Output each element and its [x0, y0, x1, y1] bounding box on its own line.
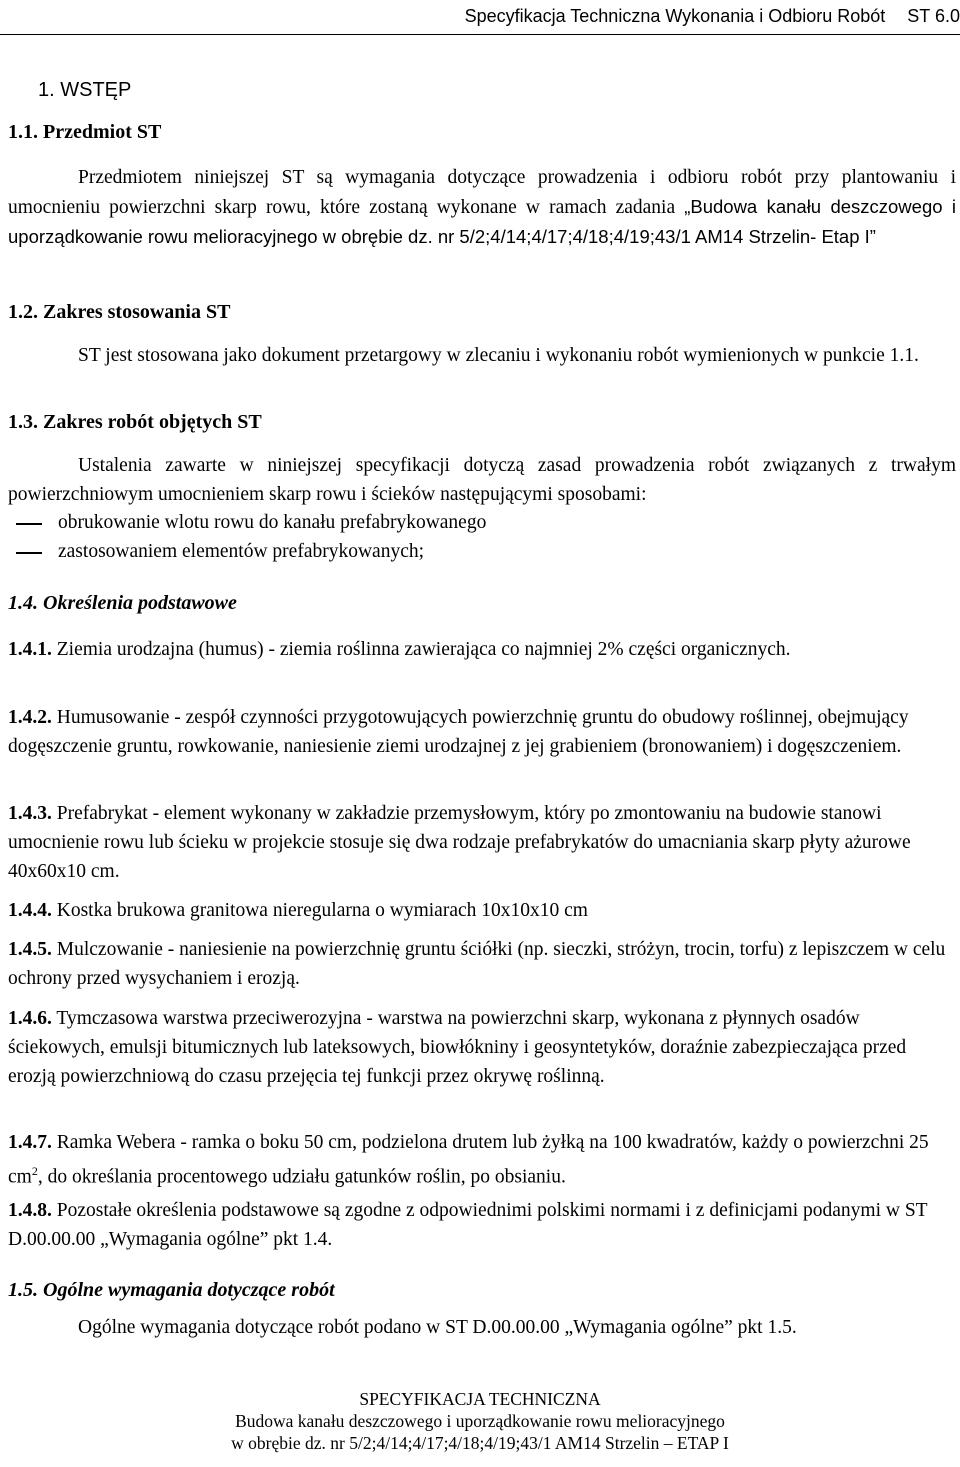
- paragraph-1-2: ST jest stosowana jako dokument przetargowy w zlecaniu i wykonaniu robót wymienionych w punkcie 1.1.: [78, 345, 919, 366]
- definition-1-4-7: 1.4.7. Ramka Webera - ramka o boku 50 cm, podzielona drutem lub żyłką na 100 kwadratów, każdy o powierzchni 25 $cm^2$, do określania procentowego udziału gatunków roślin, po obsianiu.: [8, 1132, 929, 1188]
- heading-1-3: 1.3. Zakres robót objętych ST: [8, 411, 262, 433]
- definition-1-4-6: 1.4.6. Tymczasowa warstwa przeciwerozyjna - warstwa na powierzchni skarp, wykonana z płynnych osadów ściekowych, emulsji bitumicznych lub lateksowych, biowłókniny i geosyntetyków, doraźnie zabezpieczająca przed erozją powierzchniową do czasu przejęcia tej funkcji przez okrywę roślinną.: [8, 1008, 907, 1087]
- footer-project: Budowa kanału deszczowego i uporządkowanie rowu melioracyjnego: [235, 1411, 725, 1431]
- header-spec-number: ST 6.0: [907, 6, 960, 26]
- task-name: „Budowa kanału deszczowego i uporządkowanie rowu melioracyjnego w obrębie dz. nr 5/2;4/14;4/17;4/18;4/19;43/1 AM14 Strzelin- Etap I”: [8, 196, 956, 247]
- paragraph-1-1-text: Przedmiotem niniejszej ST są wymagania dotyczące prowadzenia i odbioru robót przy plantowaniu i umocnieniu powierzchni skarp rowu, które zostaną wykonane w ramach zadania: [8, 167, 956, 218]
- dash-bullet: [8, 537, 58, 566]
- header-divider: [0, 34, 960, 35]
- heading-1-5: 1.5. Ogólne wymagania dotyczące robót: [8, 1279, 335, 1301]
- footer-title: SPECYFIKACJA TECHNICZNA: [359, 1389, 601, 1409]
- footer-location: w obrębie dz. nr 5/2;4/14;4/17;4/18;4/19;43/1 AM14 Strzelin – ETAP I: [231, 1433, 729, 1453]
- header-title: Specyfikacja Techniczna Wykonania i Odbioru Robót: [464, 6, 886, 26]
- definition-1-4-5: 1.4.5. Mulczowanie - naniesienie na powierzchnię gruntu ściółki (np. sieczki, stróżyn, trocin, torfu) z lepiszczem w celu ochrony przed wysychaniem i erozją.: [8, 939, 946, 989]
- definition-1-4-3: 1.4.3. Prefabrykat - element wykonany w zakładzie przemysłowym, który po zmontowaniu na budowie stanowi umocnienie rowu lub ścieku w projekcie stosuje się dwa rodzaje prefabrykatów do umacniania skarp płyty ażurowe 40x60x10 cm.: [8, 803, 911, 882]
- heading-1-1: 1.1. Przedmiot ST: [8, 121, 162, 143]
- dash-bullet: [8, 508, 58, 537]
- definition-1-4-4: 1.4.4. Kostka brukowa granitowa nieregularna o wymiarach 10x10x10 cm: [8, 900, 588, 921]
- list-item: obrukowanie wlotu rowu do kanału prefabrykowanego: [8, 508, 486, 537]
- heading-1-2: 1.2. Zakres stosowania ST: [8, 301, 231, 323]
- paragraph-1-5: Ogólne wymagania dotyczące robót podano w ST D.00.00.00 „Wymagania ogólne” pkt 1.5.: [78, 1317, 797, 1338]
- heading-1-4: 1.4. Określenia podstawowe: [8, 592, 237, 614]
- paragraph-1-3: Ustalenia zawarte w niniejszej specyfikacji dotyczą zasad prowadzenia robót związanych z trwałym powierzchniowym umocnieniem skarp rowu i ścieków następującymi sposobami:: [8, 455, 956, 505]
- definition-1-4-1: 1.4.1. Ziemia urodzajna (humus) - ziemia roślinna zawierająca co najmniej 2% części organicznych.: [8, 639, 791, 660]
- section-heading-introduction: 1. WSTĘP: [38, 79, 132, 101]
- list-item: zastosowaniem elementów prefabrykowanych;: [8, 537, 424, 566]
- page-header: [465, 6, 960, 27]
- definition-1-4-2: 1.4.2. Humusowanie - zespół czynności przygotowujących powierzchnię gruntu do obudowy roślinnej, obejmujący dogęszczenie gruntu, rowkowanie, naniesienie ziemi urodzajnej z jej grabieniem (bronowaniem) i dogęszczeniem.: [8, 707, 909, 757]
- definition-1-4-8: 1.4.8. Pozostałe określenia podstawowe są zgodne z odpowiednimi polskimi normami i z definicjami podanymi w ST D.00.00.00 „Wymagania ogólne” pkt 1.4.: [8, 1200, 928, 1250]
- paragraph-1-1: [8, 163, 956, 252]
